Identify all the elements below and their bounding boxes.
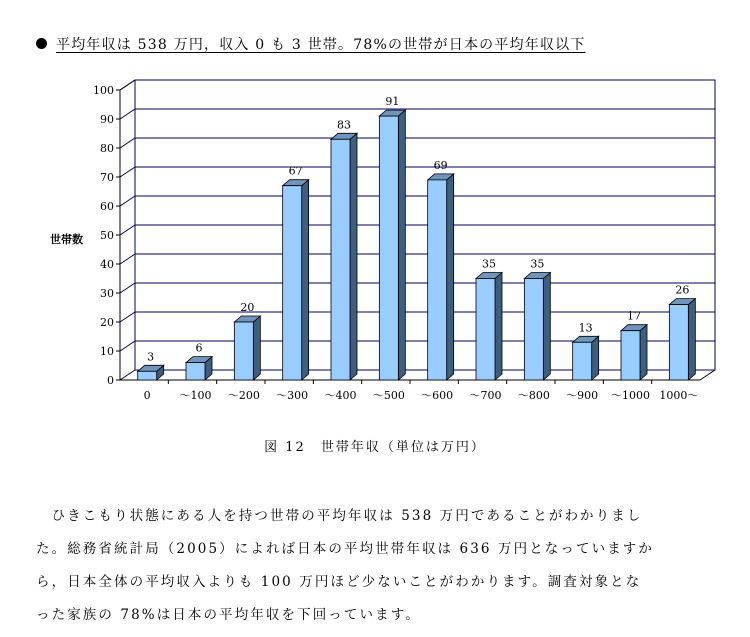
bar-front	[524, 279, 543, 381]
floor-edge	[700, 370, 715, 380]
y-tick-label: 0	[107, 374, 114, 387]
x-tick-label: ～200	[227, 389, 260, 402]
bar-front	[234, 322, 253, 380]
x-tick-label: 1000～	[659, 389, 699, 402]
bar-side	[302, 180, 309, 380]
data-label: 3	[147, 350, 155, 364]
data-label: 67	[288, 164, 303, 178]
y-tick-label: 20	[100, 316, 114, 329]
bar-front	[476, 279, 495, 381]
x-tick-label: ～700	[469, 389, 502, 402]
gridline-depth	[120, 167, 135, 177]
x-tick-label: ～300	[276, 389, 309, 402]
bar-side	[495, 273, 502, 381]
gridline-depth	[120, 138, 135, 148]
bar	[138, 365, 164, 380]
gridline-depth	[120, 225, 135, 235]
data-label: 35	[530, 257, 545, 271]
body-line: った家族の 78%は日本の平均年収を下回っています。	[36, 607, 421, 623]
y-tick-label: 10	[100, 345, 114, 358]
y-tick-label: 30	[100, 287, 114, 300]
x-tick-label: ～900	[566, 389, 599, 402]
bar-side	[688, 299, 695, 380]
wall-edge	[120, 80, 135, 90]
bar	[331, 133, 357, 380]
bar-front	[138, 371, 157, 380]
y-tick-label: 90	[100, 113, 114, 126]
y-tick-label: 60	[100, 200, 114, 213]
data-label: 6	[195, 341, 203, 355]
data-label: 26	[675, 283, 690, 297]
gridline-depth	[120, 196, 135, 206]
bar	[428, 174, 454, 380]
bar	[669, 299, 695, 380]
bar-side	[398, 110, 405, 380]
x-tick-label: ～100	[179, 389, 212, 402]
bar	[476, 273, 502, 381]
figure-caption: 図 12 世帯年収（単位は万円）	[264, 440, 486, 455]
y-tick-label: 80	[100, 142, 114, 155]
bar-side	[350, 133, 357, 380]
data-label: 83	[337, 118, 351, 132]
bar-front	[669, 305, 688, 380]
bar-side	[640, 325, 647, 380]
body-line: ひきこもり状態にある人を持つ世帯の平均年収は 538 万円であることがわかりまし	[36, 508, 643, 524]
bar-side	[543, 273, 550, 381]
bar-front	[621, 331, 640, 380]
x-tick-label: ～500	[372, 389, 405, 402]
bar-front	[283, 186, 302, 380]
gridline-depth	[120, 370, 135, 380]
bar	[186, 357, 212, 380]
bar-front	[428, 180, 447, 380]
body-line: ら，日本全体の平均収入よりも 100 万円ほど少ないことがわかります。調査対象とな	[36, 574, 642, 590]
bar	[524, 273, 550, 381]
gridline-depth	[120, 283, 135, 293]
x-tick-label: ～400	[324, 389, 357, 402]
bar-front	[379, 116, 398, 380]
x-tick-label: 0	[143, 389, 151, 402]
bar-front	[186, 363, 205, 380]
bar-side	[447, 174, 454, 380]
bar-side	[592, 336, 599, 380]
bar	[379, 110, 405, 380]
gridline-depth	[120, 341, 135, 351]
chart-heading	[36, 34, 586, 54]
x-tick-label: ～1000	[611, 389, 650, 402]
data-label: 35	[482, 257, 496, 271]
bar-side	[253, 316, 260, 380]
gridline-depth	[120, 254, 135, 264]
x-tick-label: ～600	[421, 389, 454, 402]
x-tick-label: ～800	[517, 389, 550, 402]
bullet-icon	[36, 38, 47, 49]
bar	[621, 325, 647, 380]
y-axis-label: 世帯数	[50, 233, 83, 246]
data-label: 69	[433, 158, 448, 172]
body-line: た。総務省統計局（2005）によれば日本の平均世帯年収は 636 万円となっていますか	[36, 541, 655, 557]
data-label: 20	[240, 301, 255, 314]
bar-chart	[0, 70, 750, 420]
gridline-depth	[120, 109, 135, 119]
bar	[283, 180, 309, 380]
data-label: 91	[385, 95, 400, 109]
y-tick-label: 70	[100, 171, 114, 184]
y-tick-label: 40	[100, 258, 114, 271]
gridline-depth	[120, 312, 135, 322]
data-label: 17	[627, 309, 641, 323]
bar	[234, 316, 260, 380]
bar-front	[331, 139, 350, 380]
data-label: 13	[578, 321, 593, 335]
y-tick-label: 50	[100, 229, 114, 242]
bar-front	[573, 342, 592, 380]
bar	[573, 336, 599, 380]
body-paragraph	[36, 500, 716, 632]
y-tick-label: 100	[93, 84, 114, 97]
chart-heading-text: 平均年収は 538 万円，収入 0 も 3 世帯。78%の世帯が日本の平均年収以下	[56, 37, 586, 53]
